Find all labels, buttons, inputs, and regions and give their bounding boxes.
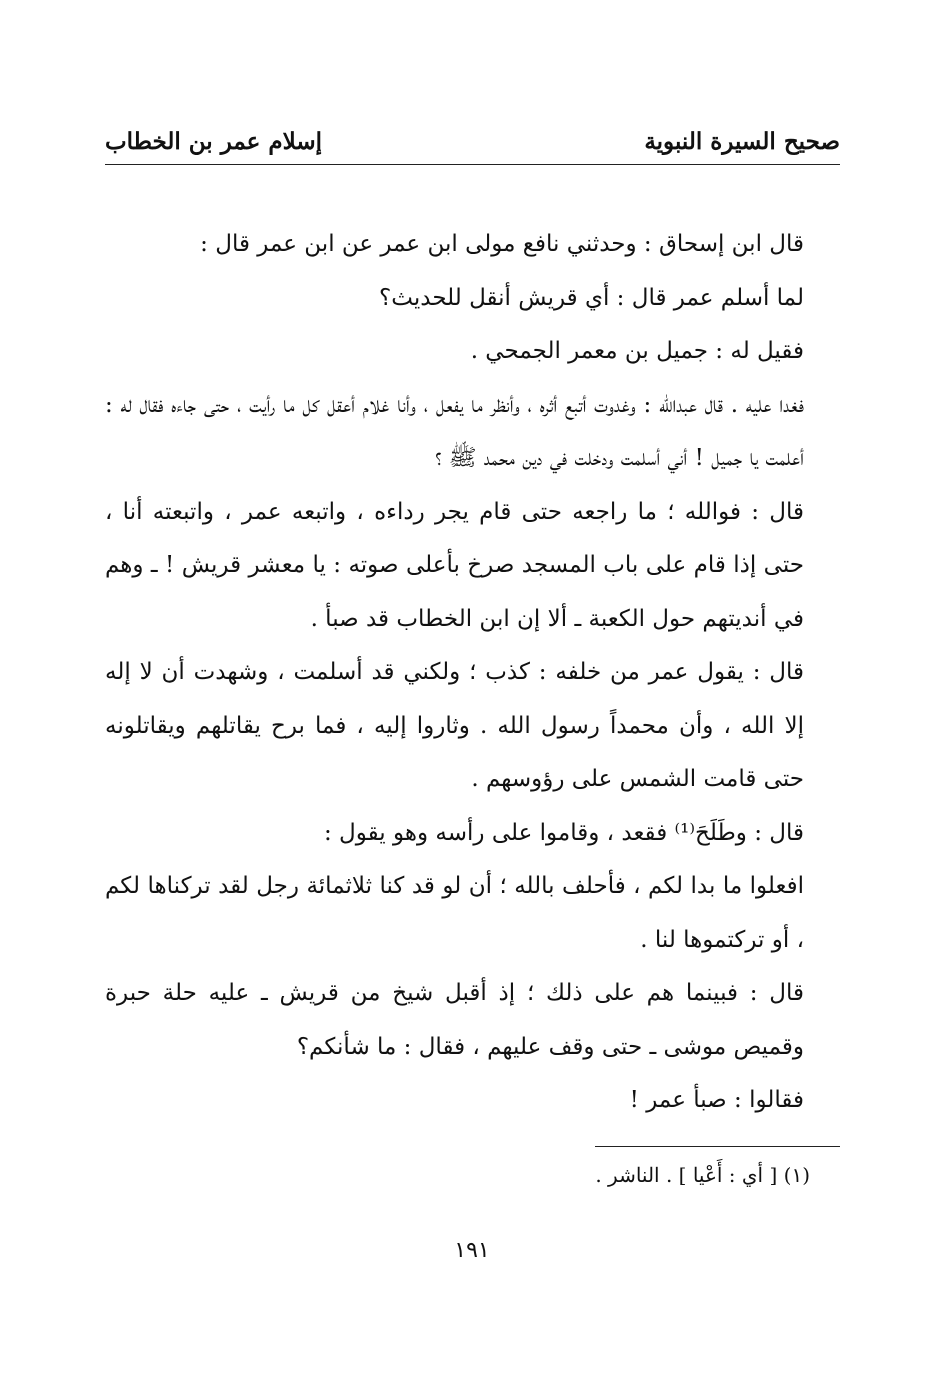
paragraph: قال ابن إسحاق : وحدثني نافع مولى ابن عمر عن ابن عمر قال : bbox=[200, 231, 804, 257]
chapter-title: إسلام عمر بن الخطاب bbox=[105, 128, 323, 155]
page-number: ١٩١ bbox=[454, 1238, 490, 1263]
paragraph: فغدا عليه . قال عبدالله : وغدوت أتبع أثره ، وأنظر ما يفعل ، وأنا غلام أعقل كل ما رأيت ، حتى جاءه فقال له : أعلمت يا جميل ! أني أسلمت ودخلت في دين محمد ﷺ ؟ bbox=[105, 391, 804, 471]
paragraph: فقيل له : جميل بن معمر الجمحي . bbox=[470, 338, 804, 364]
paragraph: افعلوا ما بدا لكم ، فأحلف بالله ؛ أن لو قد كنا ثلاثمائة رجل لقد تركناها لكم ، أو تركتموها لنا . bbox=[105, 873, 804, 953]
book-title: صحيح السيرة النبوية bbox=[644, 128, 840, 155]
paragraph: قال : فوالله ؛ ما راجعه حتى قام يجر رداءه ، واتبعه عمر ، واتبعته أنا ، حتى إذا قام على باب المسجد صرخ بأعلى صوته : يا معشر قريش ! ـ وهم في أنديتهم حول الكعبة ـ ألا إن ابن الخطاب قد صبأ . bbox=[105, 498, 804, 632]
paragraph: قال : وطَلَحَ⁽¹⁾ فقعد ، وقاموا على رأسه وهو يقول : bbox=[323, 819, 804, 846]
paragraph: قال : فبينما هم على ذلك ؛ إذ أقبل شيخ من قريش ـ عليه حلة حبرة وقميص موشى ـ حتى وقف عليهم ، فقال : ما شأنكم؟ bbox=[105, 980, 804, 1060]
paragraph: قال : يقول عمر من خلفه : كذب ؛ ولكني قد أسلمت ، وشهدت أن لا إله إلا الله ، وأن محمداً رسول الله . وثاروا إليه ، فما برح يقاتلهم ويقاتلونه حتى قامت الشمس على رؤوسهم . bbox=[105, 659, 804, 792]
paragraph: فقالوا : صبأ عمر ! bbox=[629, 1087, 804, 1113]
paragraph: لما أسلم عمر قال : أي قريش أنقل للحديث؟ bbox=[379, 284, 804, 311]
footnote: (١) [ أي : أَعْيا ] . الناشر . bbox=[595, 1163, 810, 1187]
header-divider bbox=[105, 164, 840, 165]
body-text bbox=[105, 218, 840, 1128]
footnote-divider bbox=[595, 1146, 840, 1147]
running-header bbox=[105, 128, 840, 162]
